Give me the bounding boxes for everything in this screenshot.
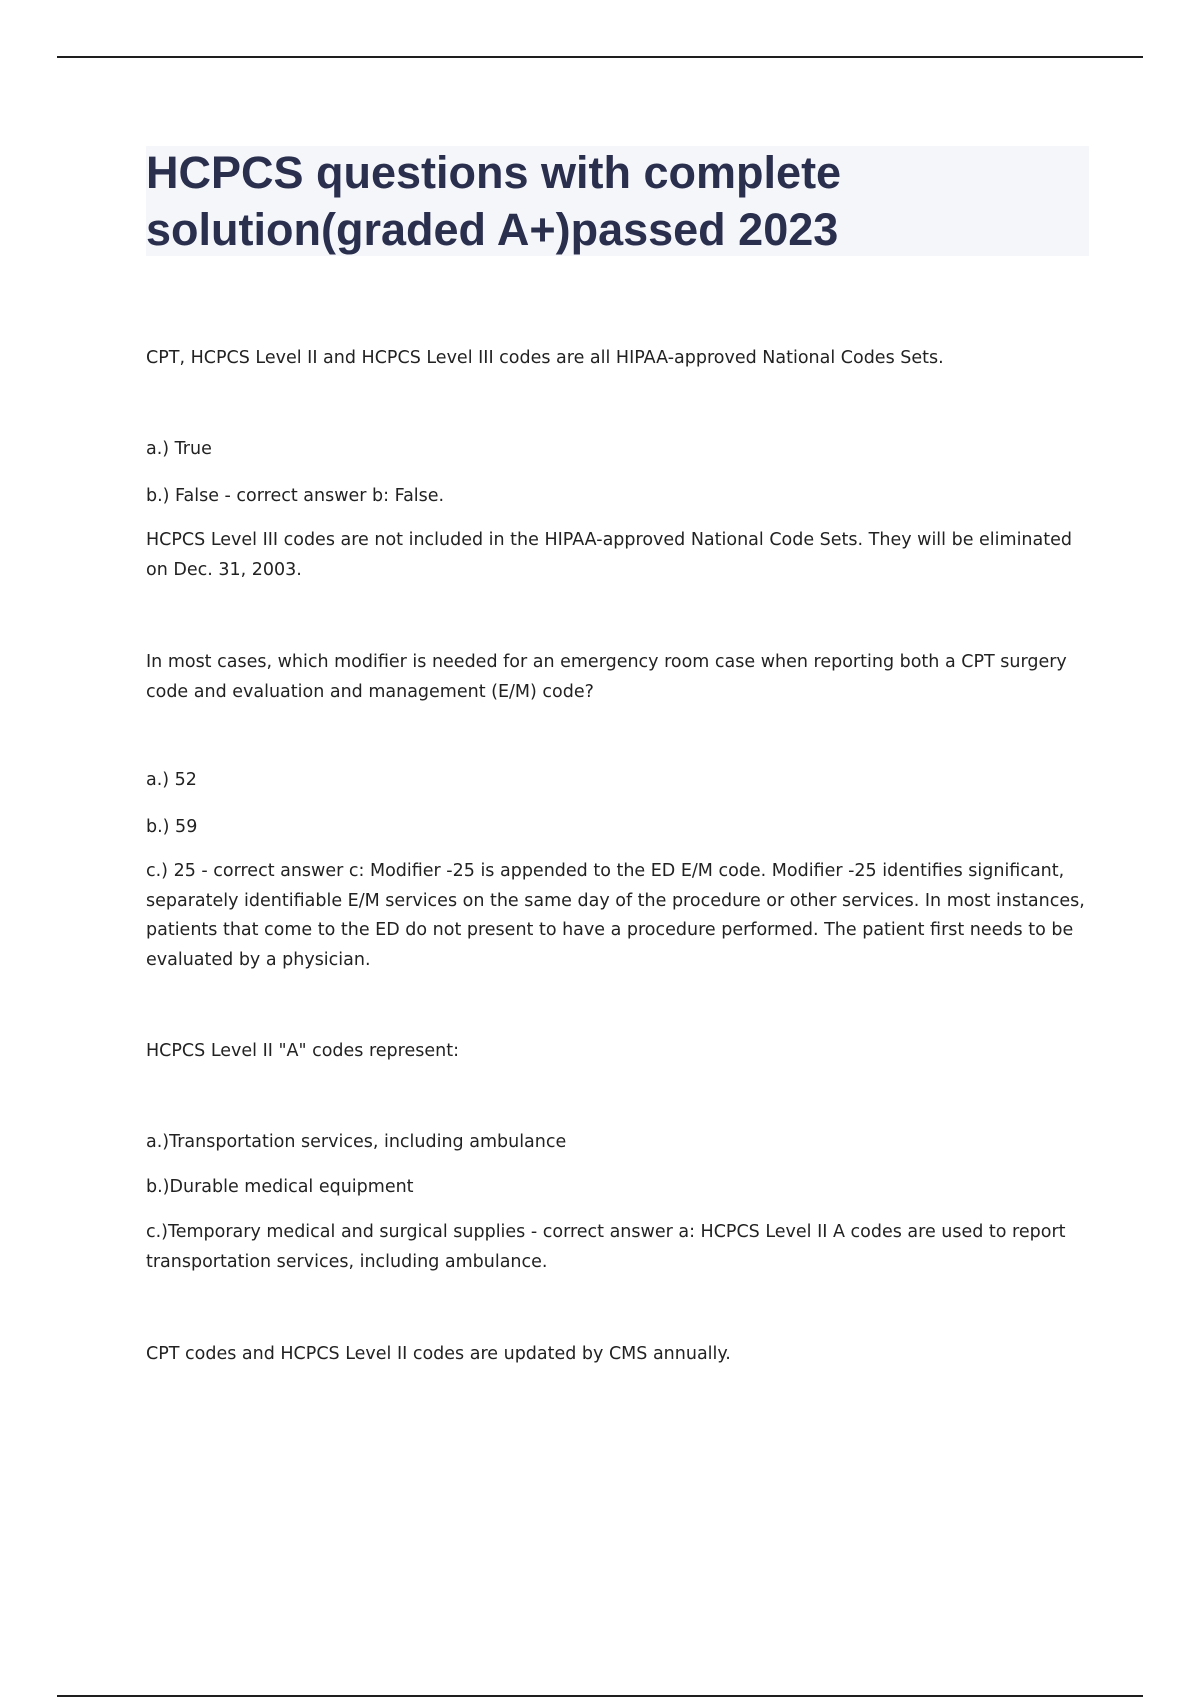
question-2-option-b: b.) 59 <box>146 817 198 837</box>
question-3-option-a: a.)Transportation services, including ambulance <box>146 1132 567 1152</box>
question-3-option-c: c.)Temporary medical and surgical supplies - correct answer a: HCPCS Level II A codes are used to report transportation services, including ambulance. <box>146 1222 1066 1272</box>
question-1-explanation: HCPCS Level III codes are not included in the HIPAA-approved National Code Sets. They will be eliminated on Dec. 31, 2003. <box>146 530 1072 580</box>
question-1: CPT, HCPCS Level II and HCPCS Level III codes are all HIPAA-approved National Codes Sets. <box>146 348 944 368</box>
question-1-option-a: a.) True <box>146 439 212 459</box>
bottom-rule <box>57 1695 1143 1697</box>
title-banner <box>146 146 1089 256</box>
question-3: HCPCS Level II "A" codes represent: <box>146 1041 459 1061</box>
document-title: HCPCS questions with complete solution(graded A+)passed 2023 <box>146 147 842 255</box>
question-2-option-c: c.) 25 - correct answer c: Modifier -25 is appended to the ED E/M code. Modifier -25 identifies significant, separately identifiable E/M services on the same day of the procedure or other services. In most instances, patients that come to the ED do not present to have a procedure performed. The patient first needs to be evaluated by a physician. <box>146 861 1085 970</box>
question-3-option-b: b.)Durable medical equipment <box>146 1177 414 1197</box>
top-rule <box>57 56 1143 58</box>
question-4: CPT codes and HCPCS Level II codes are updated by CMS annually. <box>146 1344 731 1364</box>
question-2: In most cases, which modifier is needed for an emergency room case when reporting both a CPT surgery code and evaluation and management (E/M) code? <box>146 652 1067 702</box>
question-2-option-a: a.) 52 <box>146 770 197 790</box>
question-1-option-b: b.) False - correct answer b: False. <box>146 486 445 506</box>
